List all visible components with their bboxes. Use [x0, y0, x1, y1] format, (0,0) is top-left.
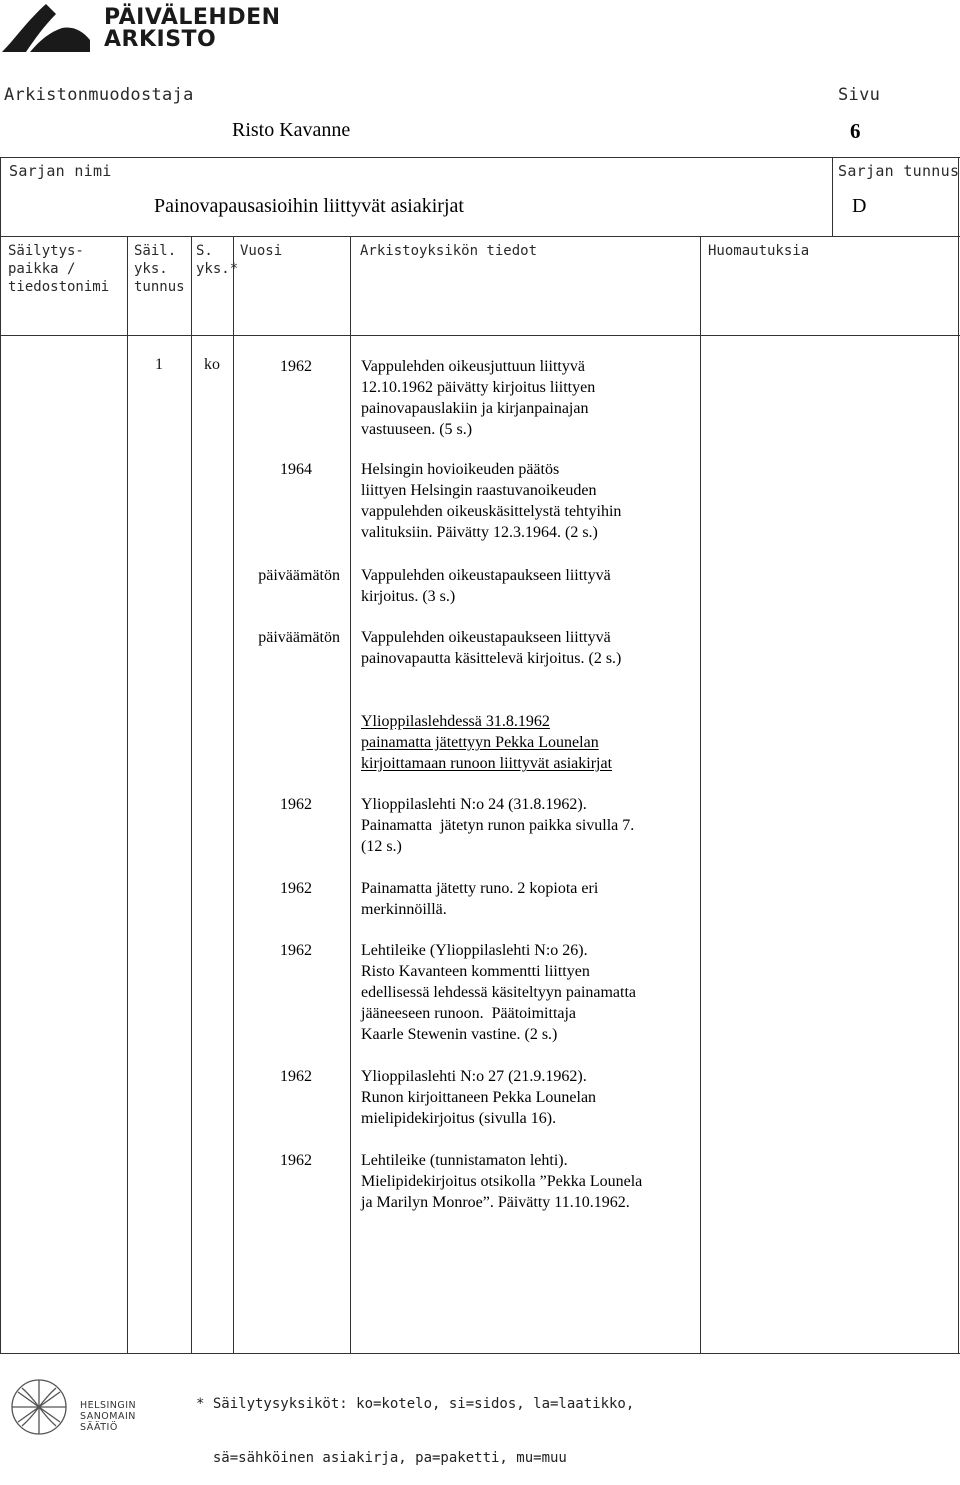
entry-year: 1962	[280, 1152, 312, 1169]
entry-year: päiväämätön	[258, 567, 340, 584]
header-row-bottom	[0, 335, 960, 336]
creator-name: Risto Kavanne	[232, 119, 351, 141]
col-line-1	[127, 236, 128, 1354]
logo-line-2: ARKISTO	[104, 27, 217, 52]
series-box-divider	[832, 157, 833, 236]
hss-logo	[8, 1376, 158, 1436]
unit-type-value: ko	[204, 356, 220, 373]
archive-logo	[0, 0, 281, 62]
series-box-top	[0, 157, 960, 158]
hss-logo-icon	[8, 1376, 70, 1438]
entry-description: Vappulehden oikeustapaukseen liittyvä painovapautta käsittelevä kirjoitus. (2 s.)	[361, 629, 622, 667]
table-bottom	[0, 1353, 960, 1354]
entry-description: Lehtileike (Ylioppilaslehti N:o 26). Risto Kavanteen kommentti liittyen edellisessä lehdessä käsiteltyyn painamatta jääneeseen runoon. Päätoimittaja Kaarle Stewenin vastine. (2 s.)	[361, 942, 637, 1043]
col-line-6	[958, 236, 959, 1354]
entry-year: 1962	[280, 880, 312, 897]
paivalehti-arkisto-logo-icon	[0, 0, 92, 58]
hss-line-2: SANOMAIN	[80, 1411, 136, 1422]
hss-line-3: SÄÄTIÖ	[80, 1422, 118, 1433]
col-header-year: Vuosi	[240, 243, 283, 259]
series-name: Painovapausasioihin liittyvät asiakirjat	[154, 195, 464, 217]
col-header-storage-place: Säilytys- paikka / tiedostonimi	[8, 243, 110, 295]
entry-year: 1962	[280, 796, 312, 813]
storage-unit-footnote: * Säilytysyksiköt: ko=kotelo, si=sidos, la=laatikko, sä=sähköinen asiakirja, pa=paketti, mu=muu	[196, 1396, 635, 1466]
col-line-0	[0, 236, 1, 1354]
series-id-label: Sarjan tunnus	[838, 162, 960, 180]
logo-line-1: PÄIVÄLEHDEN	[104, 5, 281, 30]
entry-group-heading: Ylioppilaslehdessä 31.8.1962 painamatta jätettyyn Pekka Lounelan kirjoittamaan runoon liittyvät asiakirjat	[361, 713, 613, 772]
page-label: Sivu	[838, 85, 881, 105]
series-box-left	[0, 157, 1, 236]
series-id: D	[852, 195, 867, 217]
entry-description: Vappulehden oikeustapaukseen liittyvä kirjoitus. (3 s.)	[361, 567, 611, 605]
entry-year: 1962	[280, 1068, 312, 1085]
entry-description: Vappulehden oikeusjuttuun liittyvä 12.10.1962 päivätty kirjoitus liittyen painovapauslakiin ja kirjanpainajan vastuuseen. (5 s.)	[361, 358, 596, 438]
entry-description: Painamatta jätetty runo. 2 kopiota eri merkinnöillä.	[361, 880, 599, 918]
entry-year: 1962	[280, 942, 312, 959]
entry-year: 1964	[280, 461, 312, 478]
table-top	[0, 236, 960, 237]
unit-id-value: 1	[155, 356, 163, 373]
col-line-4	[350, 236, 351, 1354]
entry-year: 1962	[280, 358, 312, 375]
col-header-unit-id: Säil. yks. tunnus	[134, 243, 185, 295]
hss-line-1: HELSINGIN	[80, 1400, 137, 1411]
entry-description: Ylioppilaslehti N:o 24 (31.8.1962). Painamatta jätetyn runon paikka sivulla 7. (12 s.)	[361, 796, 635, 855]
entry-description: Ylioppilaslehti N:o 27 (21.9.1962). Runon kirjoittaneen Pekka Lounelan mielipidekirjoitus (sivulla 16).	[361, 1068, 597, 1127]
series-name-label: Sarjan nimi	[9, 162, 112, 180]
page-number: 6	[850, 119, 861, 143]
col-header-unit-info: Arkistoyksikön tiedot	[360, 243, 538, 259]
col-header-unit-type: S. yks.*	[196, 243, 239, 277]
entry-year: päiväämätön	[258, 629, 340, 646]
entry-description: Helsingin hovioikeuden päätös liittyen Helsingin raastuvanoikeuden vappulehden oikeuskäsittelystä tehtyihin valituksiin. Päivätty 12.3.1964. (2 s.)	[361, 461, 622, 541]
creator-label: Arkistonmuodostaja	[4, 85, 194, 105]
entry-description: Lehtileike (tunnistamaton lehti). Mielipidekirjoitus otsikolla ”Pekka Lounela ja Marilyn Monroe”. Päivätty 11.10.1962.	[361, 1152, 643, 1211]
col-header-remarks: Huomautuksia	[708, 243, 810, 259]
